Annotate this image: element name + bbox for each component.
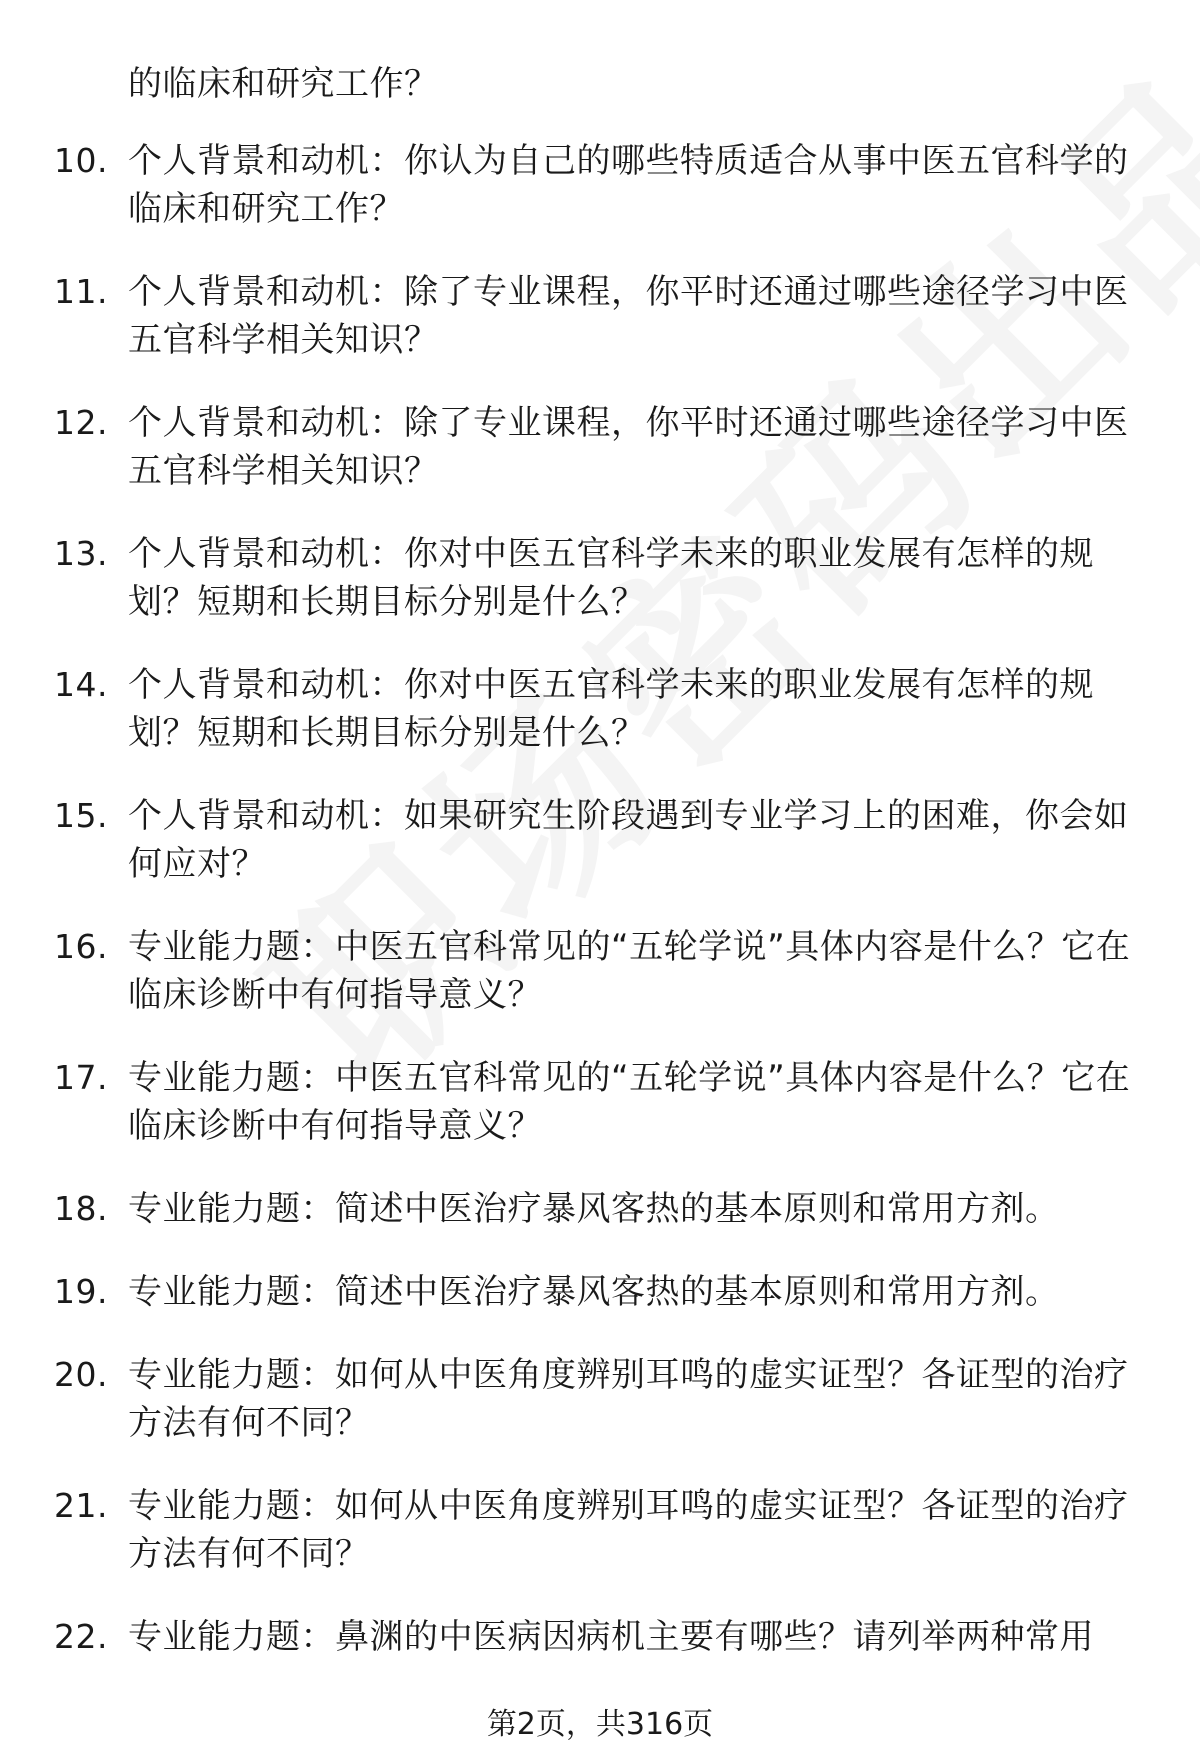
list-item: [0, 1482, 1140, 1578]
question-number: 17.: [54, 1058, 108, 1097]
list-item: [0, 1054, 1140, 1150]
list-item: [0, 137, 1140, 233]
page-footer: 第2页，共316页: [486, 1707, 714, 1742]
question-list: [0, 137, 1200, 1696]
list-item: [0, 1268, 1140, 1316]
question-text: 专业能力题：简述中医治疗暴风客热的基本原则和常用方剂。: [128, 1272, 1060, 1312]
question-text: 个人背景和动机：除了专业课程，你平时还通过哪些途径学习中医五官科学相关知识？: [128, 403, 1129, 491]
list-item: [0, 1613, 1140, 1661]
list-item: [0, 268, 1140, 364]
continued-question-text: 的临床和研究工作？: [128, 64, 439, 104]
question-text: 专业能力题：中医五官科常见的“五轮学说”具体内容是什么？它在临床诊断中有何指导意义？: [128, 927, 1131, 1015]
list-item: [0, 530, 1140, 626]
question-text: 个人背景和动机：除了专业课程，你平时还通过哪些途径学习中医五官科学相关知识？: [128, 272, 1129, 360]
question-number: 20.: [54, 1355, 108, 1394]
question-text: 专业能力题：如何从中医角度辨别耳鸣的虚实证型？各证型的治疗方法有何不同？: [128, 1486, 1129, 1574]
question-number: 21.: [54, 1486, 108, 1525]
list-item: [0, 661, 1140, 757]
list-item: [0, 399, 1140, 495]
question-text: 专业能力题：中医五官科常见的“五轮学说”具体内容是什么？它在临床诊断中有何指导意义？: [128, 1058, 1131, 1146]
question-text: 专业能力题：鼻渊的中医病因病机主要有哪些？请列举两种常用: [128, 1617, 1094, 1657]
question-number: 11.: [54, 272, 108, 311]
question-text: 个人背景和动机：你对中医五官科学未来的职业发展有怎样的规划？短期和长期目标分别是什么？: [128, 665, 1094, 753]
question-number: 12.: [54, 403, 108, 442]
list-item: [0, 1185, 1140, 1233]
question-number: 19.: [54, 1272, 108, 1311]
question-number: 16.: [54, 927, 108, 966]
question-number: 14.: [54, 665, 108, 704]
list-item: [0, 1351, 1140, 1447]
question-text: 个人背景和动机：你认为自己的哪些特质适合从事中医五官科学的临床和研究工作？: [128, 141, 1129, 229]
question-number: 10.: [54, 141, 108, 180]
question-text: 专业能力题：简述中医治疗暴风客热的基本原则和常用方剂。: [128, 1189, 1060, 1229]
list-item: [0, 923, 1140, 1019]
question-text: 个人背景和动机：你对中医五官科学未来的职业发展有怎样的规划？短期和长期目标分别是什么？: [128, 534, 1094, 622]
question-number: 13.: [54, 534, 108, 573]
list-item: [0, 792, 1140, 888]
question-number: 22.: [54, 1617, 108, 1656]
question-number: 18.: [54, 1189, 108, 1228]
question-number: 15.: [54, 796, 108, 835]
question-text: 专业能力题：如何从中医角度辨别耳鸣的虚实证型？各证型的治疗方法有何不同？: [128, 1355, 1129, 1443]
question-text: 个人背景和动机：如果研究生阶段遇到专业学习上的困难，你会如何应对？: [128, 796, 1129, 884]
